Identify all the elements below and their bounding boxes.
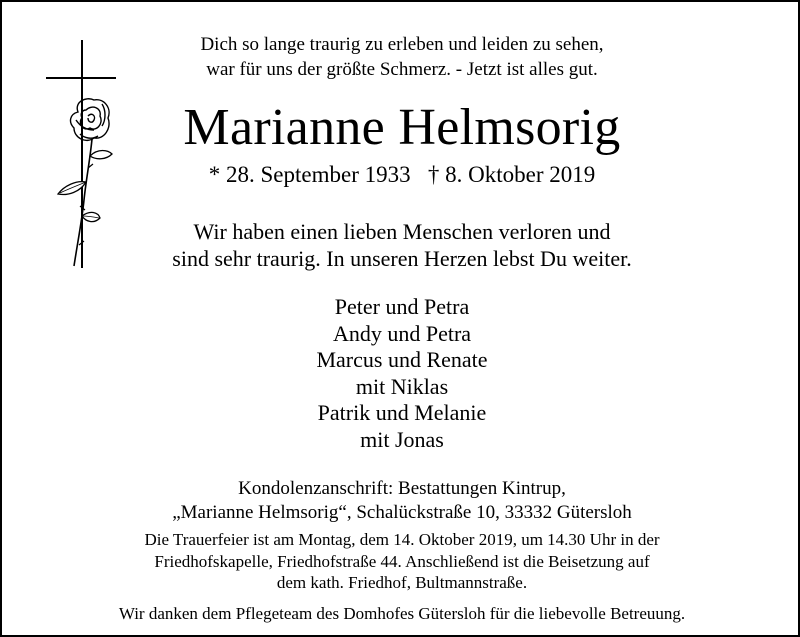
service-line-1: Die Trauerfeier ist am Montag, dem 14. Oktober 2019, um 14.30 Uhr in der	[144, 530, 660, 549]
service-line-3: dem kath. Friedhof, Bultmannstraße.	[276, 573, 528, 592]
family-line: Peter und Petra	[334, 294, 470, 319]
life-dates: * 28. September 1933 † 8. Oktober 2019	[208, 162, 596, 187]
poem-line-1: Dich so lange traurig zu erleben und leiden zu sehen,	[200, 34, 604, 55]
family-line: mit Jonas	[360, 426, 444, 452]
family-line: Patrik und Melanie	[317, 400, 487, 425]
condolence-line-1: Kondolenzanschrift: Bestattungen Kintrup,	[238, 478, 566, 499]
poem-line-2: war für uns der größte Schmerz. - Jetzt ist alles gut.	[206, 59, 598, 80]
family-line: Andy und Petra	[332, 320, 472, 346]
family-line: mit Niklas	[355, 373, 449, 399]
tribute-line-2: sind sehr traurig. In unseren Herzen lebst Du weiter.	[172, 246, 632, 271]
family-line: Marcus und Renate	[316, 347, 488, 372]
tribute-line-1: Wir haben einen lieben Menschen verloren und	[193, 219, 611, 244]
deceased-name: Marianne Helmsorig	[183, 99, 621, 156]
service-line-2: Friedhofskapelle, Friedhofstraße 44. Anschließend ist die Beisetzung auf	[154, 551, 650, 571]
thanks-line: Wir danken dem Pflegeteam des Domhofes Gütersloh für die liebevolle Betreuung.	[118, 604, 686, 623]
condolence-line-2: „Marianne Helmsorig“, Schalückstraße 10, 33332 Gütersloh	[172, 502, 632, 523]
